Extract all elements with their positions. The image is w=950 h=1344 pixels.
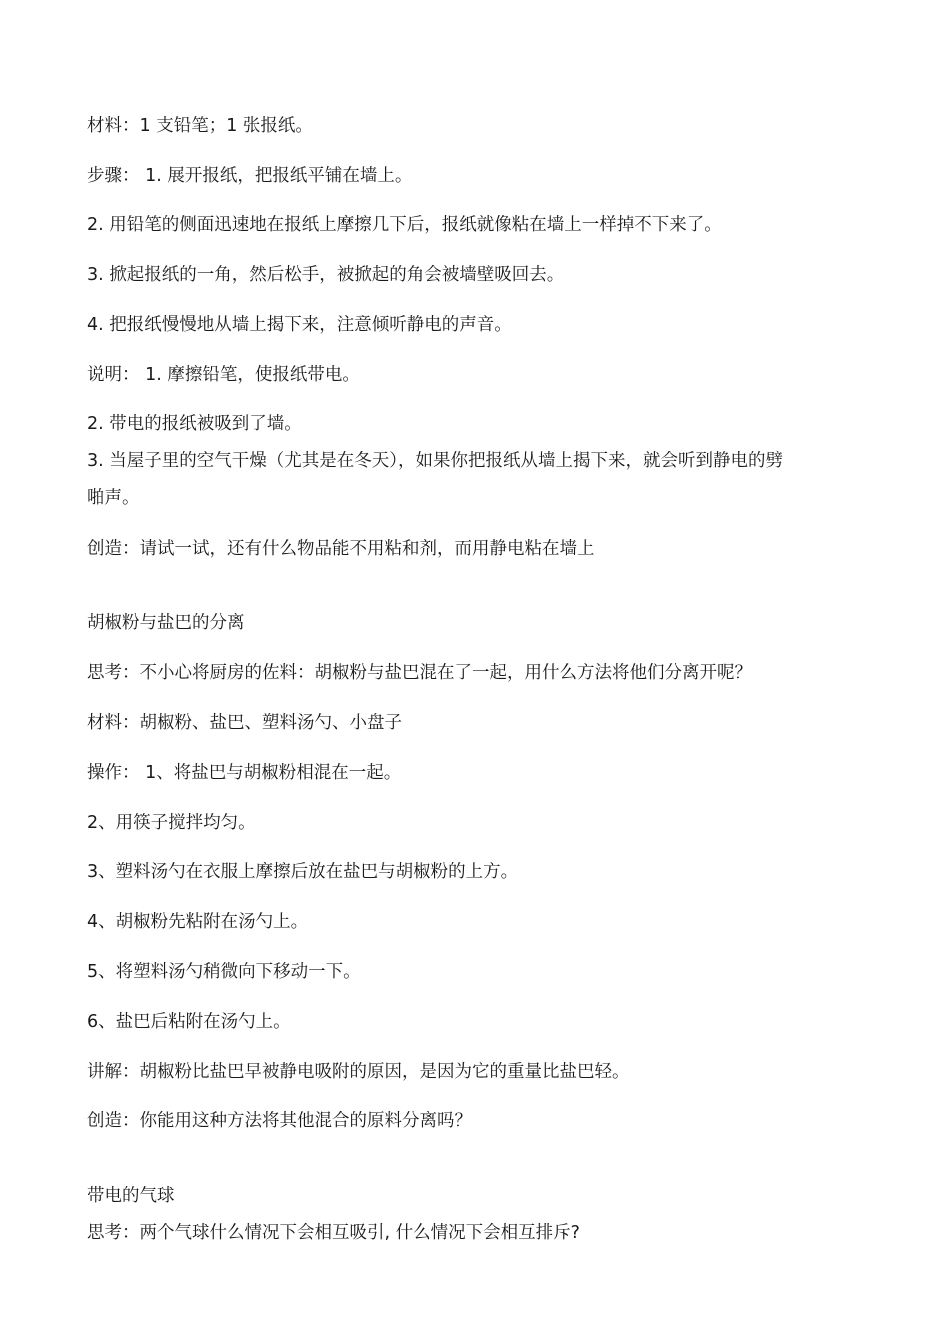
section-title-balloon: 带电的气球	[87, 1186, 175, 1206]
materials-line-2: 材料：胡椒粉、盐巴、塑料汤勺、小盘子	[87, 713, 402, 733]
section-title-pepper-salt: 胡椒粉与盐巴的分离	[87, 613, 245, 633]
operation-2-line: 2、用筷子搅拌均匀。	[87, 813, 256, 833]
explanation-2-line: 2. 带电的报纸被吸到了墙。	[87, 414, 302, 434]
operation-line: 操作： 1、将盐巴与胡椒粉相混在一起。	[87, 763, 402, 783]
explanation-line: 说明： 1. 摩擦铅笔，使报纸带电。	[87, 365, 360, 385]
creation-line-2: 创造：你能用这种方法将其他混合的原料分离吗？	[87, 1111, 472, 1131]
thinking-line-2: 思考：两个气球什么情况下会相互吸引, 什么情况下会相互排斥?	[87, 1223, 580, 1243]
operation-3-line: 3、塑料汤勺在衣服上摩擦后放在盐巴与胡椒粉的上方。	[87, 862, 519, 882]
steps-line: 步骤： 1. 展开报纸，把报纸平铺在墙上。	[87, 166, 413, 186]
step-4-line: 4. 把报纸慢慢地从墙上揭下来，注意倾听静电的声音。	[87, 315, 512, 335]
operation-6-line: 6、盐巴后粘附在汤勺上。	[87, 1012, 291, 1032]
step-2-line: 2. 用铅笔的侧面迅速地在报纸上摩擦几下后，报纸就像粘在墙上一样掉不下来了。	[87, 215, 722, 235]
operation-5-line: 5、将塑料汤勺稍微向下移动一下。	[87, 962, 361, 982]
step-3-line: 3. 掀起报纸的一角，然后松手，被掀起的角会被墙壁吸回去。	[87, 265, 565, 285]
operation-4-line: 4、胡椒粉先粘附在汤勺上。	[87, 912, 309, 932]
explanation-3-line: 3. 当屋子里的空气干燥（尤其是在冬天），如果你把报纸从墙上揭下来，就会听到静电的劈	[87, 451, 784, 471]
creation-line: 创造：请试一试，还有什么物品能不用粘和剂，而用静电粘在墙上	[87, 539, 595, 559]
materials-line: 材料：1 支铅笔；1 张报纸。	[87, 116, 313, 136]
thinking-line: 思考：不小心将厨房的佐料：胡椒粉与盐巴混在了一起，用什么方法将他们分离开呢？	[87, 663, 752, 683]
explanation-line-2: 讲解：胡椒粉比盐巴早被静电吸附的原因，是因为它的重量比盐巴轻。	[87, 1062, 630, 1082]
explanation-3-continued: 啪声。	[87, 488, 140, 508]
